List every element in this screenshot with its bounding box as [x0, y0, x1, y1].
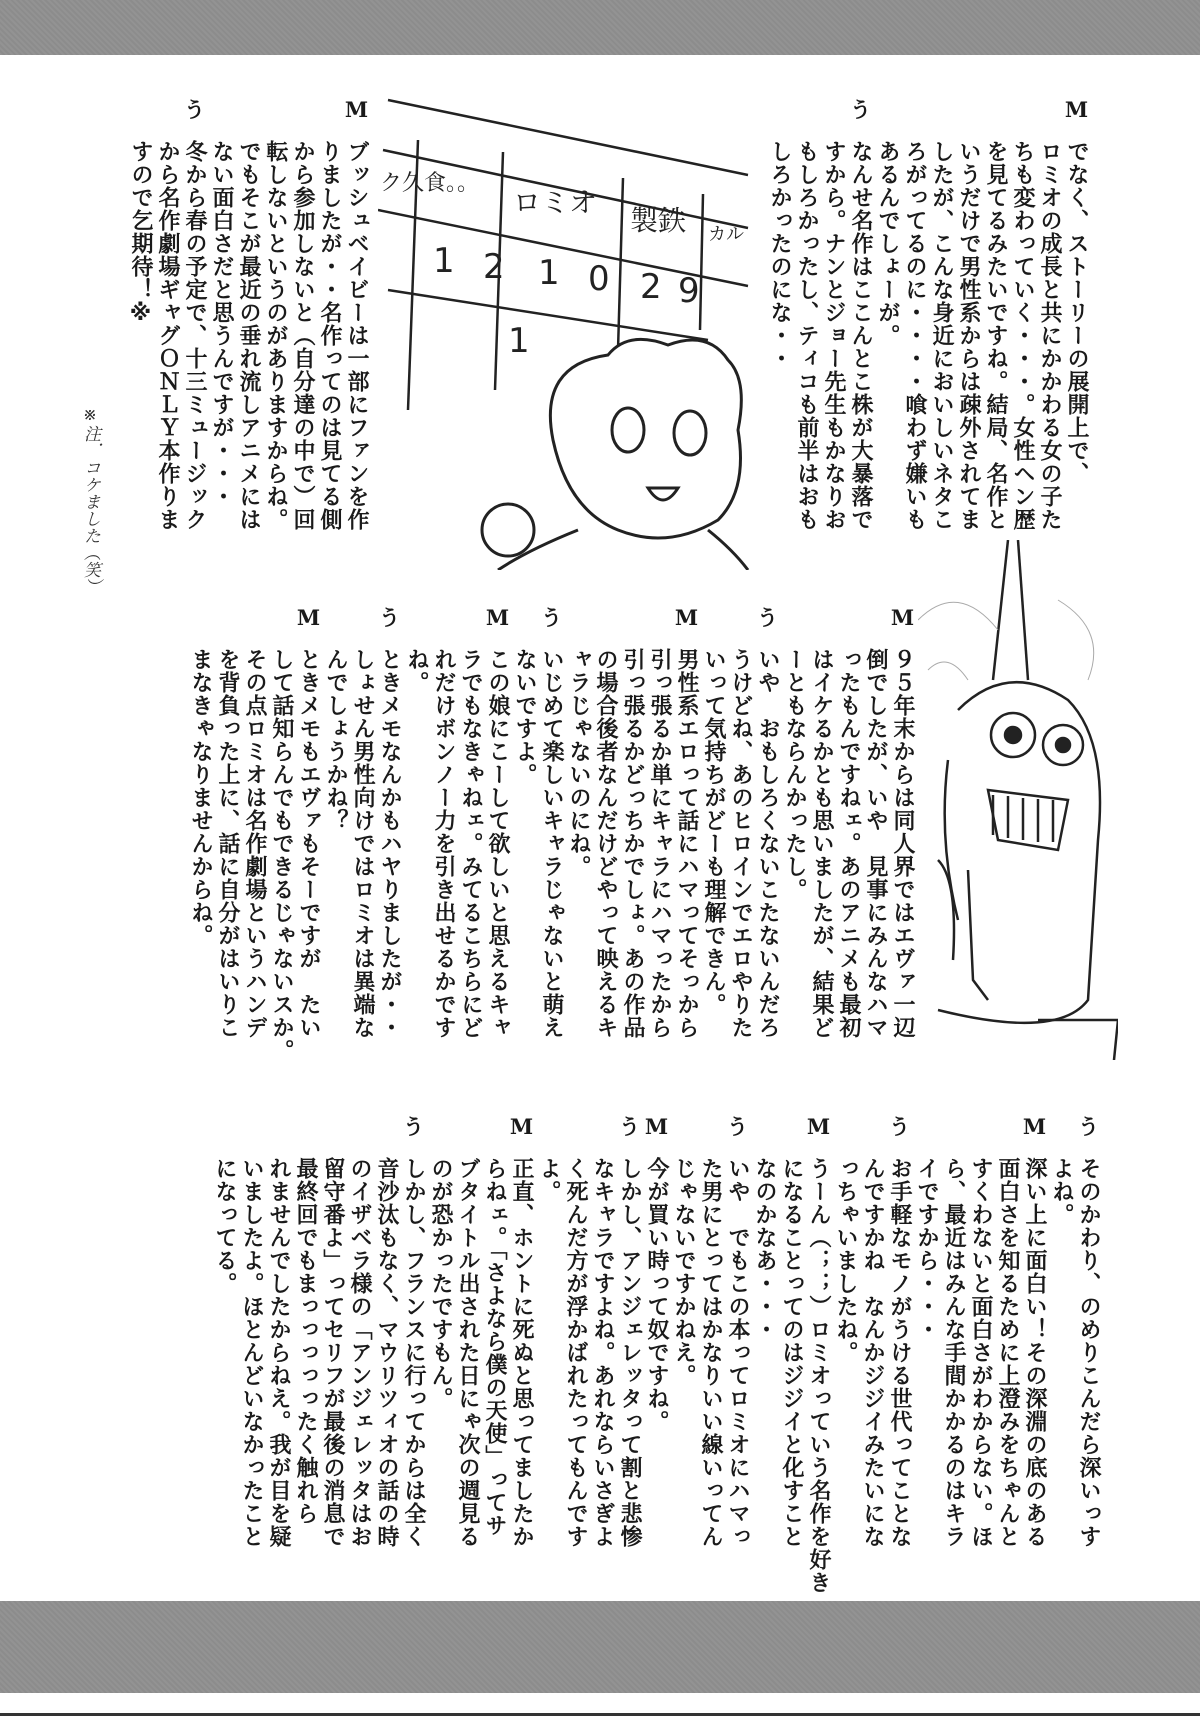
- text-column: になってる。: [212, 1157, 237, 1295]
- text-column: ラでもなきゃねェ。みてるこちらにど: [458, 648, 483, 1039]
- text-column: ブッシュベイビーは一部にファンを作: [344, 140, 369, 531]
- text-column: のが恐かったですもん。: [428, 1157, 453, 1410]
- score: 2: [640, 267, 662, 307]
- text-column: すくわないと面白さがわからない。ほ: [968, 1157, 993, 1548]
- score: 9: [678, 271, 700, 311]
- speaker-label: M: [806, 1114, 831, 1139]
- text-column: その点ロミオは名作劇場というハンデ: [242, 648, 267, 1039]
- text-column: ったもんですねェ。あのアニメも最初: [836, 648, 861, 1039]
- speaker-label: う: [757, 605, 778, 630]
- text-column: いましたよ。ほとんどいなかったこと: [239, 1157, 264, 1548]
- speaker-label: M: [644, 1114, 669, 1139]
- text-column: 深い上に面白い！その深淵の底のある: [1022, 1157, 1047, 1548]
- speaker-label: う: [889, 1114, 910, 1139]
- scoreboard-label-romio: ロミオ: [513, 186, 598, 219]
- text-column: れだけボンノー力を引き出せるかです: [431, 648, 456, 1039]
- text-column: ないですよ。: [512, 648, 537, 786]
- text-column: なのかなあ・・・: [752, 1157, 777, 1341]
- speaker-label: M: [344, 97, 369, 122]
- utterance-speaker-m: [187, 606, 322, 1062]
- text-column: なキャラですよね。あれならいさぎよ: [590, 1157, 615, 1548]
- speaker-label: う: [184, 97, 205, 122]
- dialogue-block-top-right: [766, 98, 1090, 531]
- utterance-speaker-u: [511, 606, 565, 1039]
- text-column: 転しないというのがありますからね。: [263, 140, 288, 531]
- text-column: 引っ張るか単にキャラにハマったから: [647, 648, 672, 1039]
- text-column: ャラじゃないのにね。: [566, 648, 591, 878]
- text-column: を見てるみたいですね。結局、名作と: [983, 140, 1008, 531]
- text-column: 最終回でもまっっっっったく触れら: [293, 1157, 318, 1525]
- text-column: の場合後者なんだけどやって映えるキ: [593, 648, 618, 1039]
- text-column: く死んだ方が浮かばれたってもんです: [563, 1157, 588, 1548]
- text-column: っちゃいましたね。: [833, 1157, 858, 1364]
- scoreboard-label-team1: ク久食。。: [380, 171, 480, 196]
- text-column: 面白さを知るために上澄みをちゃんと: [995, 1157, 1020, 1548]
- bottom-gray-band: [0, 1601, 1200, 1693]
- utterance-speaker-u: [535, 1115, 643, 1548]
- text-column: しかし、フランスに行ってからは全く: [401, 1157, 426, 1548]
- utterance-speaker-u: [670, 1115, 751, 1548]
- speaker-label: う: [403, 1114, 424, 1139]
- text-column: お手軽なモノがうける世代ってことな: [887, 1157, 912, 1548]
- utterance-speaker-u: [1048, 1115, 1102, 1548]
- text-column: ときメモもエヴァもそーですが たい: [296, 648, 321, 1039]
- handwritten-side-note: ※注．コケました（笑）: [80, 405, 100, 595]
- utterance-speaker-m: [565, 606, 700, 1039]
- text-column: りましたが・・名作ってのは見てる側: [317, 140, 342, 531]
- text-column: ブタイトル出された日にゃ次の週見る: [455, 1157, 480, 1548]
- utterance-speaker-m: [913, 1115, 1048, 1548]
- utterance-speaker-m: [403, 606, 511, 1039]
- text-column: すので乞期待！※: [128, 140, 153, 327]
- speaker-label: M: [890, 605, 915, 630]
- text-column: になることってのはジジイと化すこと: [779, 1157, 804, 1548]
- utterance-speaker-m: [643, 1115, 670, 1433]
- text-column: た男にとってはかなりいい線いってん: [698, 1157, 723, 1548]
- speaker-label: う: [1078, 1114, 1099, 1139]
- text-column: いじめて楽しいキャラじゃないと萌え: [539, 648, 564, 1039]
- text-column: んですかね なんかジジイみたいにな: [860, 1157, 885, 1548]
- speaker-label: M: [1064, 97, 1089, 122]
- text-column: でなく、ストーリーの展開上で、: [1064, 140, 1089, 485]
- dialogue-block-bottom: [211, 1115, 1102, 1594]
- text-column: ９５年末からは同人界ではエヴァ一辺: [890, 648, 915, 1039]
- speaker-label: M: [296, 605, 321, 630]
- text-column: よね。: [1049, 1157, 1074, 1226]
- robot-head-illustration: [918, 540, 1118, 1060]
- text-column: そのかわり、のめりこんだら深いっす: [1076, 1157, 1101, 1548]
- scoreboard-label-seitetsu: 製鉄: [630, 204, 687, 237]
- text-column: しかし、アンジェレッタって割と悲惨: [617, 1157, 642, 1548]
- speaker-label: M: [674, 605, 699, 630]
- dialogue-block-top-left: [127, 98, 370, 531]
- text-column: を背負った上に、話に自分がはいりこ: [215, 648, 240, 1039]
- score: 1: [433, 241, 455, 281]
- text-column: あるんでしょーが。: [875, 140, 900, 347]
- utterance-speaker-u: [766, 98, 874, 531]
- text-column: のイザベラ様の「アンジェレッタはお: [347, 1157, 372, 1548]
- utterance-speaker-m: [751, 1115, 832, 1594]
- text-column: して話知らんでもできるじゃないスか。: [269, 648, 294, 1062]
- text-column: 留守番よ」ってセリフが最後の消息で: [320, 1157, 345, 1548]
- text-column: れませんでしたからねえ。我が目を疑: [266, 1157, 291, 1548]
- text-column: はイケるかとも思いましたが、結果ど: [809, 648, 834, 1039]
- utterance-speaker-u: [700, 606, 781, 1039]
- text-column: 冬から春の予定で、十三ミュージック: [182, 140, 207, 531]
- text-column: いや でもこの本ってロミオにハマっ: [725, 1157, 750, 1548]
- text-column: んでしょうかね？: [323, 648, 348, 832]
- text-column: 倒でしたが、いや 見事にみんなハマ: [863, 648, 888, 1039]
- text-column: 正直、ホントに死ぬと思ってましたか: [509, 1157, 534, 1548]
- text-column: 音沙汰もなく、マウリツィオの話の時: [374, 1157, 399, 1548]
- text-column: いうだけで男性系からは疎外されてま: [956, 140, 981, 531]
- speaker-label: M: [509, 1114, 534, 1139]
- text-column: でもそこが最近の垂れ流しアニメには: [236, 140, 261, 531]
- text-column: まなきゃなりませんからね。: [188, 648, 213, 947]
- text-column: うーん（；；）ロミオっていう名作を好き: [806, 1157, 831, 1594]
- text-column: いって気持ちがどーも理解できん。: [701, 648, 726, 1016]
- text-column: ときメモなんかもハヤりましたが・・: [377, 648, 402, 1039]
- text-column: しょせん男性向けではロミオは異端な: [350, 648, 375, 1039]
- text-column: 男性系エロって話にハマってそっから: [674, 648, 699, 1039]
- text-column: うけどね、あのヒロインでエロやりた: [728, 648, 753, 1039]
- utterance-speaker-m: [874, 98, 1090, 531]
- text-column: なんせ名作はここんとこ株が大暴落で: [848, 140, 873, 531]
- speaker-label: う: [541, 605, 562, 630]
- text-column: から参加しないと（自分達の中で）回: [290, 140, 315, 531]
- utterance-speaker-u: [322, 606, 403, 1039]
- text-column: ちも変わっていく・・・。女性ヘン歴: [1010, 140, 1035, 531]
- scoreboard-boy-illustration: [378, 90, 750, 570]
- scoreboard-label-cal: カル: [708, 224, 744, 245]
- utterance-speaker-m: [208, 98, 370, 531]
- text-column: ロミオの成長と共にかかわる女の子た: [1037, 140, 1062, 531]
- speaker-label: M: [1022, 1114, 1047, 1139]
- score: 2: [483, 247, 505, 287]
- text-column: ろがってるのに・・・・喰わず嫌いも: [902, 140, 927, 531]
- speaker-label: M: [485, 605, 510, 630]
- text-column: ーともならんかったし。: [782, 648, 807, 901]
- text-column: じゃないですかねえ。: [671, 1157, 696, 1387]
- top-gray-band: [0, 0, 1200, 55]
- speaker-label: う: [619, 1114, 640, 1139]
- speaker-label: う: [727, 1114, 748, 1139]
- text-column: したが、こんな身近においしいネタこ: [929, 140, 954, 531]
- text-column: らねェ。「さよなら僕の天使」ってサ: [482, 1157, 507, 1537]
- text-column: よ。: [536, 1157, 561, 1203]
- score: 1: [508, 321, 530, 361]
- text-column: から名作劇場ギャグＯＮＬＹ本作りま: [155, 140, 180, 531]
- text-column: この娘にこーして欲しいと思えるキャ: [485, 648, 510, 1039]
- score: 1: [538, 253, 560, 293]
- speaker-label: う: [379, 605, 400, 630]
- utterance-speaker-m: [427, 1115, 535, 1548]
- speaker-label: う: [850, 97, 871, 122]
- utterance-speaker-u: [211, 1115, 427, 1548]
- dialogue-block-middle: [187, 606, 916, 1062]
- utterance-speaker-u: [832, 1115, 913, 1548]
- text-column: イですから・・・: [914, 1157, 939, 1341]
- text-column: ね。: [404, 648, 429, 694]
- text-column: もしろかったし、ティコも前半はおも: [794, 140, 819, 531]
- utterance-speaker-m: [781, 606, 916, 1039]
- score: 0: [588, 259, 610, 299]
- text-column: すから。ナンとジョー先生もかなりお: [821, 140, 846, 531]
- text-column: いや おもしろくないこたないんだろ: [755, 648, 780, 1039]
- text-column: しろかったのにな・・: [767, 140, 792, 370]
- text-column: 引っ張るかどっちかでしょ。あの作品: [620, 648, 645, 1039]
- utterance-speaker-u: [127, 98, 208, 531]
- text-column: 今が買い時って奴ですね。: [644, 1157, 669, 1433]
- text-column: ない面白さだと思うんですが・・・: [209, 140, 234, 508]
- text-column: ら、最近はみんな手間かかるのはキラ: [941, 1157, 966, 1548]
